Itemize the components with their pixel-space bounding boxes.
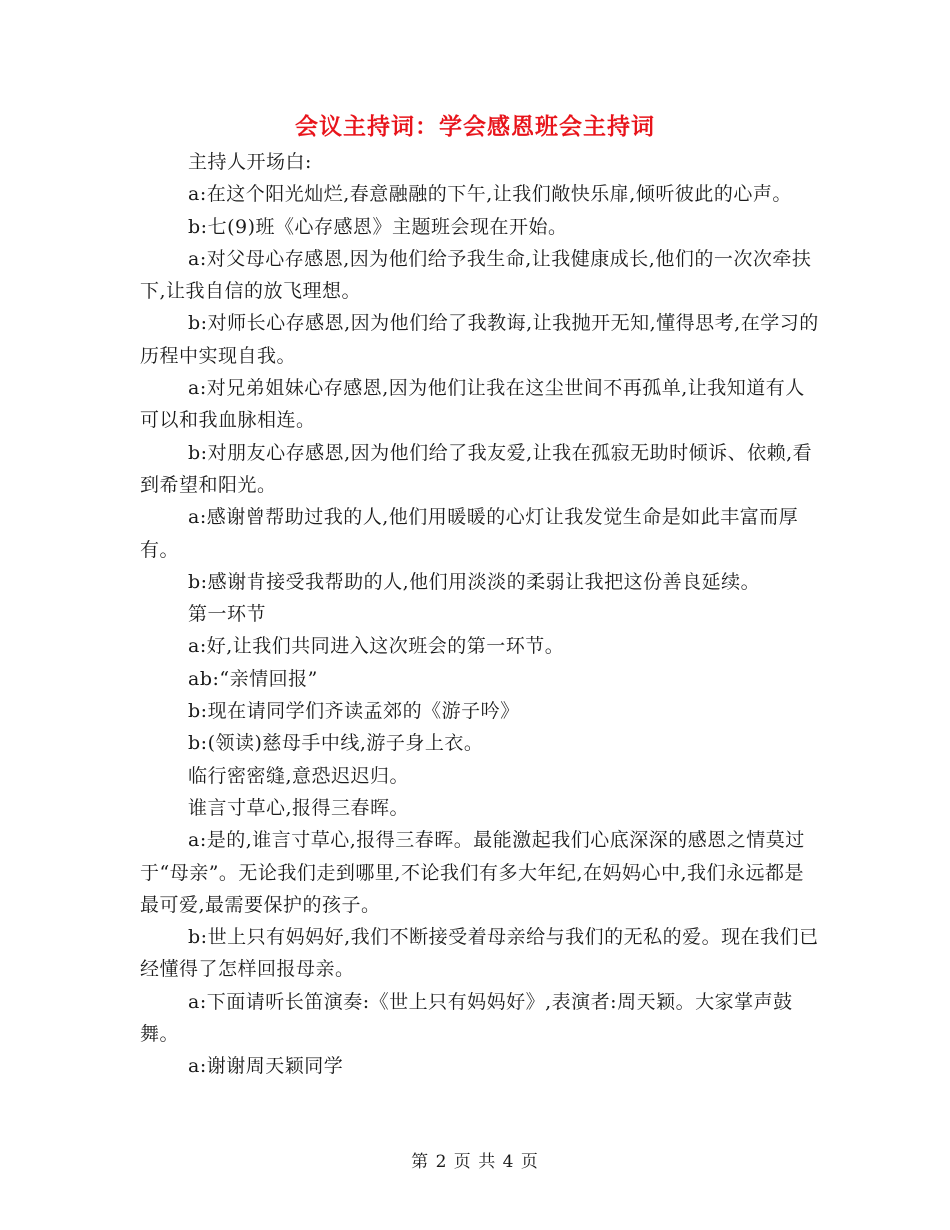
paragraph: a:是的,谁言寸草心,报得三春晖。最能激起我们心底深深的感恩之情莫过于“母亲”。无论我们走到哪里,不论我们有多大年纪,在妈妈心中,我们永远都是最可爱,最需要保护的孩子。 [140, 829, 805, 916]
document-title: 会议主持词：学会感恩班会主持词 [295, 114, 655, 140]
paragraph: b:对师长心存感恩,因为他们给了我教诲,让我抛开无知,懂得思考,在学习的历程中实现自我。 [140, 312, 819, 367]
paragraph: b:感谢肯接受我帮助的人,他们用淡淡的柔弱让我把这份善良延续。 [188, 570, 761, 593]
paragraph: a:对兄弟姐妹心存感恩,因为他们让我在这尘世间不再孤单,让我知道有人可以和我血脉相连。 [140, 377, 805, 432]
paragraph: ab:“亲情回报” [188, 667, 318, 690]
paragraph: a:谢谢周天颖同学 [188, 1055, 344, 1078]
paragraph: b:现在请同学们齐读孟郊的《游子吟》 [188, 700, 520, 723]
paragraph: b:世上只有妈妈好,我们不断接受着母亲给与我们的无私的爱。现在我们已经懂得了怎样回报母亲。 [140, 926, 819, 981]
page-number-footer: 第 2 页 共 4 页 [411, 1152, 539, 1172]
paragraph: b:对朋友心存感恩,因为他们给了我友爱,让我在孤寂无助时倾诉、依赖,看到希望和阳光。 [140, 441, 813, 496]
paragraph: a:在这个阳光灿烂,春意融融的下午,让我们敞快乐扉,倾听彼此的心声。 [188, 183, 792, 206]
poem-line: 谁言寸草心,报得三春晖。 [188, 796, 410, 819]
paragraph: b:七(9)班《心存感恩》主题班会现在开始。 [188, 215, 568, 238]
poem-line: 临行密密缝,意恐迟迟归。 [188, 764, 410, 787]
document-body [140, 146, 820, 1083]
paragraph: a:对父母心存感恩,因为他们给予我生命,让我健康成长,他们的一次次牵扶下,让我自信的放飞理想。 [140, 247, 812, 303]
poem-line: b:(领读)慈母手中线,游子身上衣。 [188, 732, 484, 755]
paragraph: 主持人开场白: [188, 151, 312, 173]
section-heading: 第一环节 [188, 603, 267, 626]
paragraph: a:感谢曾帮助过我的人,他们用暖暖的心灯让我发觉生命是如此丰富而厚有。 [140, 506, 799, 561]
paragraph: a:下面请听长笛演奏:《世上只有妈妈好》,表演者:周天颖。大家掌声鼓舞。 [140, 990, 793, 1046]
paragraph: a:好,让我们共同进入这次班会的第一环节。 [188, 635, 565, 658]
